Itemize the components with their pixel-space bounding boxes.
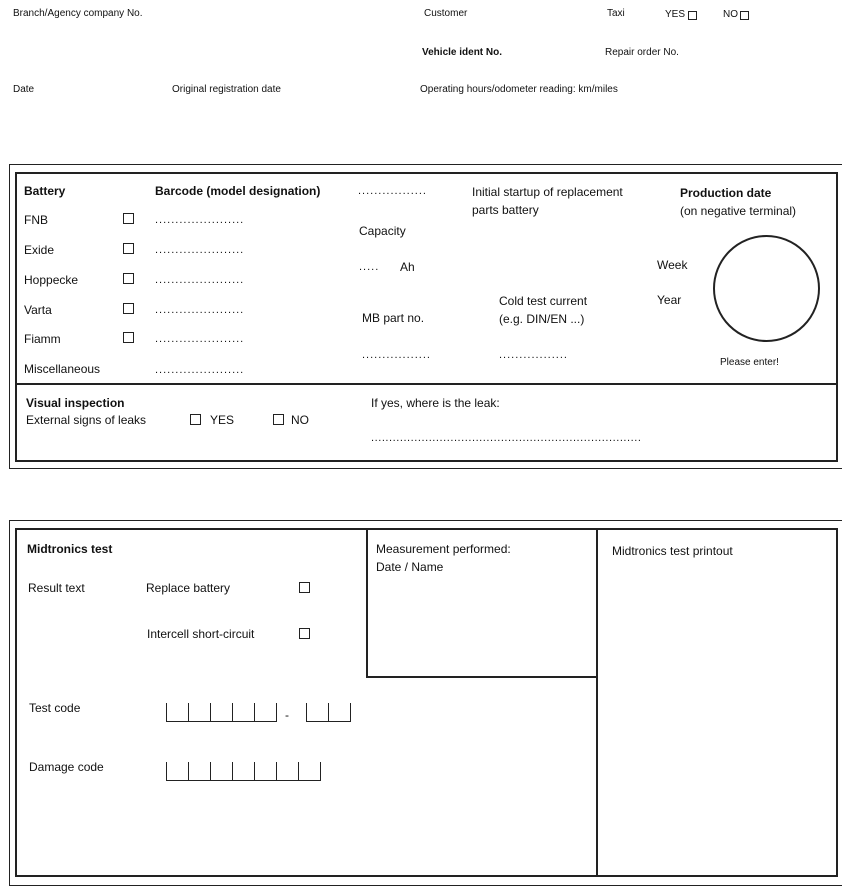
leaks-yes-checkbox[interactable] (190, 414, 201, 425)
leak-location-dotted[interactable]: ........................................................................... (371, 432, 642, 444)
intercell-label: Intercell short-circuit (147, 627, 255, 641)
varta-checkbox[interactable] (123, 303, 134, 314)
test-code-cells-suffix[interactable] (306, 703, 351, 723)
customer-label: Customer (424, 8, 468, 19)
taxi-yes-label: YES (665, 9, 686, 20)
capacity-label: Capacity (359, 224, 406, 238)
hoppecke-checkbox[interactable] (123, 273, 134, 284)
battery-divider (15, 383, 838, 385)
year-label: Year (657, 293, 682, 307)
result-text-label: Result text (28, 581, 85, 595)
midtronics-frame (15, 528, 838, 877)
fiamm-checkbox[interactable] (123, 332, 134, 343)
test-code-cell[interactable] (232, 703, 254, 722)
week-label: Week (657, 258, 688, 272)
battery-title: Battery (24, 184, 66, 198)
leak-location-label: If yes, where is the leak: (371, 396, 500, 410)
negative-terminal-label: (on negative terminal) (680, 204, 797, 218)
test-code-cell[interactable] (210, 703, 232, 722)
barcode-dotted-misc[interactable]: ...................... (155, 364, 245, 376)
brand-exide: Exide (24, 243, 55, 257)
printout-label: Midtronics test printout (612, 544, 733, 558)
damage-code-cells[interactable] (166, 762, 321, 782)
printout-divider (596, 528, 598, 877)
repair-order-label: Repair order No. (605, 47, 679, 58)
barcode-dotted-fnb[interactable]: ...................... (155, 214, 245, 226)
leaks-yes-label: YES (210, 413, 235, 427)
operating-hours-label: Operating hours/odometer reading: km/miles (420, 84, 618, 95)
cold-test-note: (e.g. DIN/EN ...) (499, 312, 585, 326)
measurement-left-divider (366, 528, 368, 677)
test-code-cells-main[interactable] (166, 703, 277, 723)
parts-battery-label: parts battery (472, 203, 539, 217)
barcode-dotted-exide[interactable]: ...................... (155, 244, 245, 256)
damage-code-cell[interactable] (254, 762, 276, 781)
brand-fiamm: Fiamm (24, 332, 61, 346)
ah-label: Ah (400, 260, 415, 274)
taxi-yes-checkbox[interactable] (688, 11, 697, 20)
exide-checkbox[interactable] (123, 243, 134, 254)
brand-hoppecke: Hoppecke (24, 273, 79, 287)
test-code-cell[interactable] (306, 703, 328, 722)
test-code-dash: - (285, 708, 289, 722)
taxi-no-label: NO (723, 9, 738, 20)
leaks-no-checkbox[interactable] (273, 414, 284, 425)
original-registration-label: Original registration date (172, 84, 281, 95)
barcode-dotted-varta[interactable]: ...................... (155, 304, 245, 316)
replace-battery-checkbox[interactable] (299, 582, 310, 593)
taxi-label: Taxi (607, 8, 625, 19)
damage-code-label: Damage code (29, 760, 104, 774)
date-label: Date (13, 84, 35, 95)
brand-fnb: FNB (24, 213, 48, 227)
fnb-checkbox[interactable] (123, 213, 134, 224)
mb-part-label: MB part no. (362, 311, 425, 325)
initial-startup-label: Initial startup of replacement (472, 185, 623, 199)
midtronics-title: Midtronics test (27, 542, 113, 556)
test-code-label: Test code (29, 701, 81, 715)
date-name-label: Date / Name (376, 560, 444, 574)
vehicle-ident-label: Vehicle ident No. (422, 47, 503, 58)
mb-part-dotted[interactable]: ................. (362, 349, 431, 361)
production-date-circle[interactable] (713, 235, 820, 342)
branch-label: Branch/Agency company No. (13, 8, 143, 19)
measurement-label: Measurement performed: (376, 542, 511, 556)
damage-code-cell[interactable] (188, 762, 210, 781)
startup-dotted[interactable]: ................. (358, 185, 427, 197)
cold-test-dotted[interactable]: ................. (499, 349, 568, 361)
taxi-no-checkbox[interactable] (740, 11, 749, 20)
measurement-bottom-divider (366, 676, 597, 678)
damage-code-cell[interactable] (298, 762, 321, 781)
visual-inspection-title: Visual inspection (26, 396, 125, 410)
production-date-label: Production date (680, 186, 772, 200)
brand-miscellaneous: Miscellaneous (24, 362, 101, 376)
barcode-dotted-fiamm[interactable]: ...................... (155, 333, 245, 345)
test-code-cell[interactable] (188, 703, 210, 722)
brand-varta: Varta (24, 303, 52, 317)
barcode-title: Barcode (model designation) (155, 184, 321, 198)
cold-test-label: Cold test current (499, 294, 588, 308)
damage-code-cell[interactable] (232, 762, 254, 781)
test-code-cell[interactable] (166, 703, 188, 722)
replace-battery-label: Replace battery (146, 581, 231, 595)
damage-code-cell[interactable] (210, 762, 232, 781)
intercell-checkbox[interactable] (299, 628, 310, 639)
capacity-dotted[interactable]: ..... (359, 261, 380, 273)
test-code-cell[interactable] (254, 703, 277, 722)
damage-code-cell[interactable] (166, 762, 188, 781)
barcode-dotted-hoppecke[interactable]: ...................... (155, 274, 245, 286)
leaks-no-label: NO (291, 413, 309, 427)
damage-code-cell[interactable] (276, 762, 298, 781)
test-code-cell[interactable] (328, 703, 351, 722)
external-leaks-label: External signs of leaks (26, 413, 147, 427)
please-enter-label: Please enter! (720, 357, 779, 368)
